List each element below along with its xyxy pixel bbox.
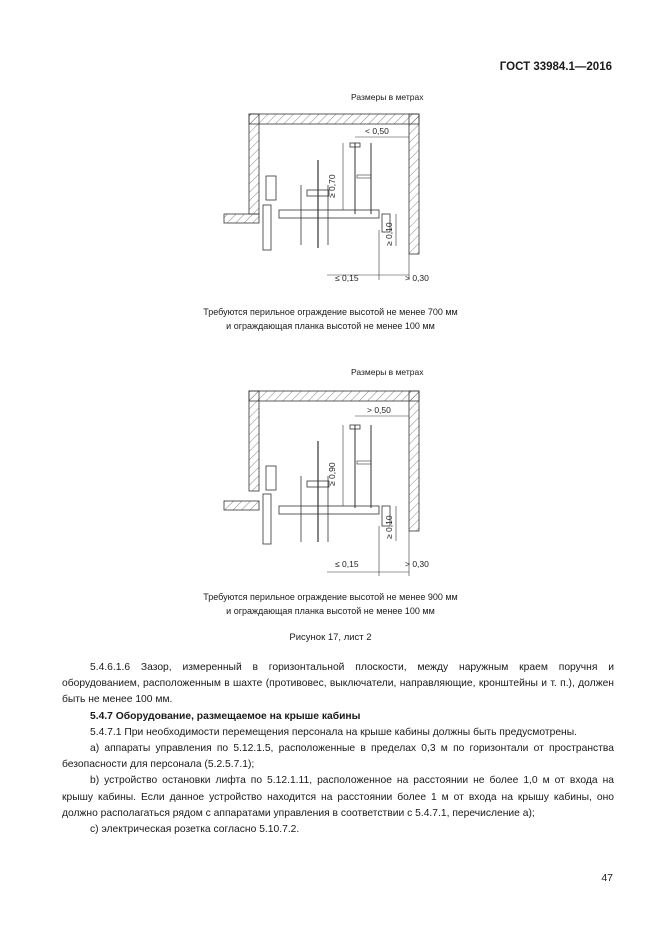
drawing-2 xyxy=(0,276,661,576)
dim-bottom-right: > 0,30 xyxy=(405,559,429,569)
list-item: а) аппараты управления по 5.12.1.5, расположенные в пределах 0,3 м по горизонтали от пространства безопасности для персонала (5.2.5.7.1); xyxy=(62,743,614,771)
standard-header: ГОСТ 33984.1—2016 xyxy=(499,61,612,73)
dim-bottom-left: ≤ 0,15 xyxy=(335,559,359,569)
page-number: 47 xyxy=(601,872,613,884)
section-heading: 5.4.7 Оборудование, размещаемое на крыше кабины xyxy=(90,710,361,722)
figure-title: Рисунок 17, лист 2 xyxy=(289,632,372,643)
dim-top: < 0,50 xyxy=(365,126,389,136)
list-item: с) электрическая розетка согласно 5.10.7.2. xyxy=(90,824,300,836)
caption-line-1: Требуются перильное ограждение высотой не менее 700 мм xyxy=(203,307,458,317)
units-note: Размеры в метрах xyxy=(351,367,424,377)
drawing-1 xyxy=(0,0,661,300)
units-note: Размеры в метрах xyxy=(351,92,424,102)
dim-top: > 0,50 xyxy=(367,405,391,415)
dim-vertical: ≥ 0,90 xyxy=(327,462,337,486)
dim-toe: ≥ 0,10 xyxy=(384,222,394,246)
paragraph: 5.4.7.1 При необходимости перемещения персонала на крыше кабины должны быть предусмотрены. xyxy=(90,726,578,738)
list-item: b) устройство остановки лифта по 5.12.1.11, расположенное на расстоянии не более 1,0 м от входа на крышу кабины. Если данное устройство находится на расстоянии более 1 м от входа на крышу кабины, оно должно располагаться рядом с аппаратами управления в соответствии с 5.4.7.1, перечисление а); xyxy=(62,775,614,819)
figure-caption xyxy=(0,590,661,618)
dim-bottom-left: ≤ 0,15 xyxy=(335,273,359,283)
dim-bottom-right: > 0,30 xyxy=(405,273,429,283)
dim-toe: ≥ 0,10 xyxy=(384,515,394,539)
caption-line-1: Требуются перильное ограждение высотой не менее 900 мм xyxy=(203,592,458,602)
paragraph: 5.4.6.1.6 Зазор, измеренный в горизонтальной плоскости, между наружным краем поручня и оборудованием, расположенным в шахте (противовес, выключатели, направляющие, кронштейны и т. п.), должен быть не менее 100 мм. xyxy=(62,662,614,706)
caption-line-2: и ограждающая планка высотой не менее 100 мм xyxy=(226,606,435,616)
caption-line-2: и ограждающая планка высотой не менее 100 мм xyxy=(226,321,435,331)
dim-vertical: ≥ 0,70 xyxy=(327,174,337,198)
body-text xyxy=(62,660,614,838)
